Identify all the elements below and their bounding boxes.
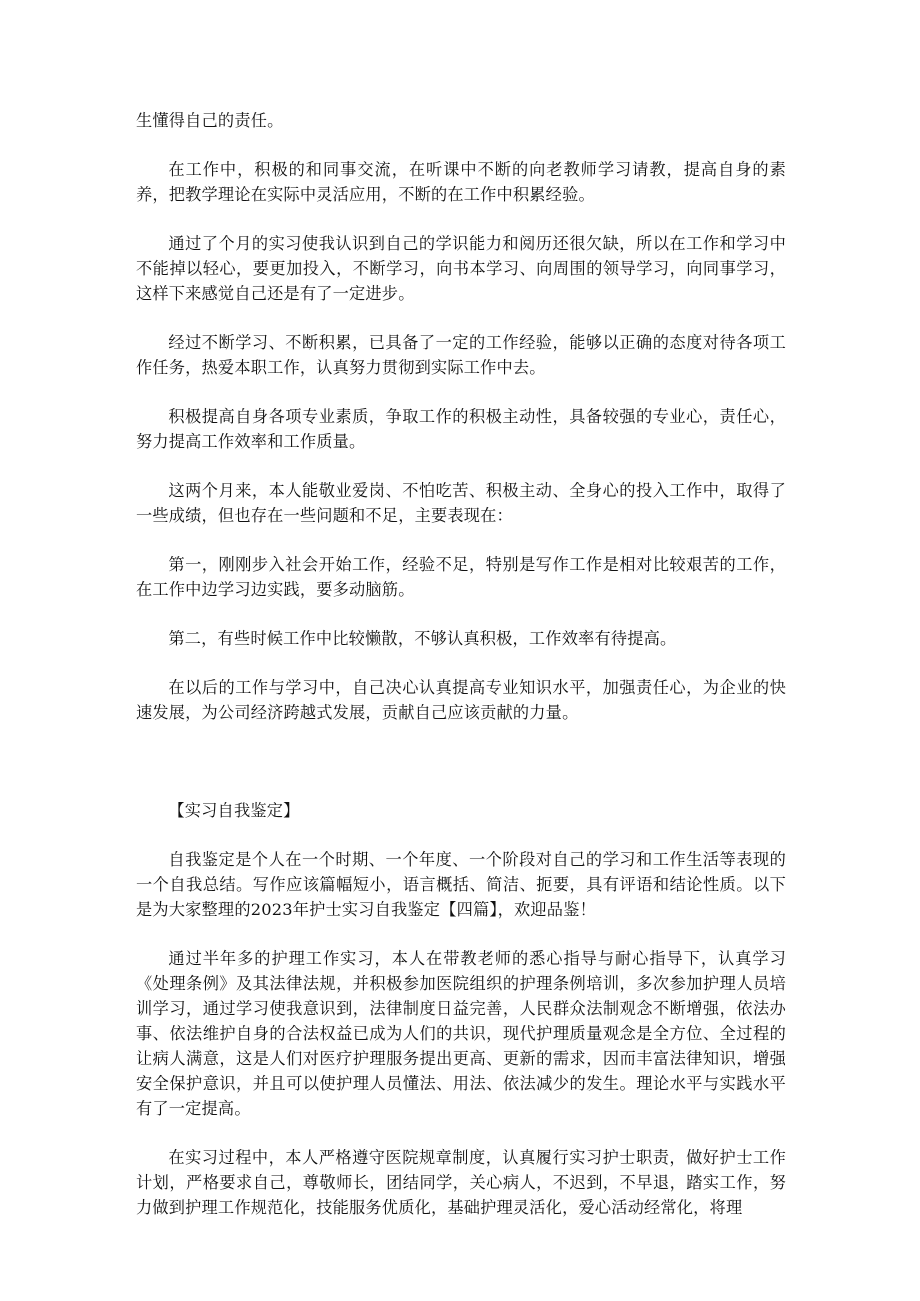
document-page — [136, 108, 786, 1244]
paragraph-12: 在实习过程中，本人严格遵守医院规章制度，认真履行实习护士职责，做好护士工作计划，严格要求自己，尊敬师长，团结同学，关心病人，不迟到，不早退，踏实工作，努力做到护理工作规范化，技能服务优质化，基础护理灵活化，爱心活动经常化，将理 — [136, 1148, 786, 1217]
paragraph-1: 生懂得自己的责任。 — [136, 111, 284, 130]
paragraph-2: 在工作中，积极的和同事交流，在听课中不断的向老教师学习请教，提高自身的素养，把教学理论在实际中灵活应用，不断的在工作中积累经验。 — [136, 160, 786, 204]
paragraph-3: 通过了个月的实习使我认识到自己的学识能力和阅历还很欠缺，所以在工作和学习中不能掉以轻心，要更加投入，不断学习，向书本学习、向周围的领导学习，向同事学习，这样下来感觉自己还是有了一定进步。 — [136, 234, 786, 303]
section-title: 【实习自我鉴定】 — [168, 801, 300, 820]
paragraph-5: 积极提高自身各项专业素质，争取工作的积极主动性，具备较强的专业心，责任心，努力提高工作效率和工作质量。 — [136, 407, 786, 451]
paragraph-8: 第二，有些时候工作中比较懒散，不够认真积极，工作效率有待提高。 — [168, 629, 677, 648]
paragraph-11: 通过半年多的护理工作实习，本人在带教老师的悉心指导与耐心指导下，认真学习《处理条例》及其法律法规，并积极参加医院组织的护理条例培训，多次参加护理人员培训学习，通过学习使我意识到，法律制度日益完善，人民群众法制观念不断增强，依法办事、依法维护自身的合法权益已成为人们的共识，现代护理质量观念是全方位、全过程的让病人满意，这是人们对医疗护理服务提出更高、更新的需求，因而丰富法律知识，增强安全保护意识，并且可以使护理人员懂法、用法、依法减少的发生。理论水平与实践水平有了一定提高。 — [136, 949, 786, 1118]
paragraph-7: 第一，刚刚步入社会开始工作，经验不足，特别是写作工作是相对比较艰苦的工作，在工作中边学习边实践，要多动脑筋。 — [136, 555, 786, 599]
paragraph-4: 经过不断学习、不断积累，已具备了一定的工作经验，能够以正确的态度对待各项工作任务，热爱本职工作，认真努力贯彻到实际工作中去。 — [136, 333, 786, 377]
paragraph-6: 这两个月来，本人能敬业爱岗、不怕吃苦、积极主动、全身心的投入工作中，取得了一些成绩，但也存在一些问题和不足，主要表现在： — [136, 481, 786, 525]
paragraph-10: 自我鉴定是个人在一个时期、一个年度、一个阶段对自己的学习和工作生活等表现的一个自我总结。写作应该篇幅短小，语言概括、简洁、扼要，具有评语和结论性质。以下是为大家整理的2023年护士实习自我鉴定【四篇】，欢迎品鉴！ — [136, 850, 786, 919]
paragraph-9: 在以后的工作与学习中，自己决心认真提高专业知识水平，加强责任心，为企业的快速发展，为公司经济跨越式发展，贡献自己应该贡献的力量。 — [136, 678, 786, 722]
